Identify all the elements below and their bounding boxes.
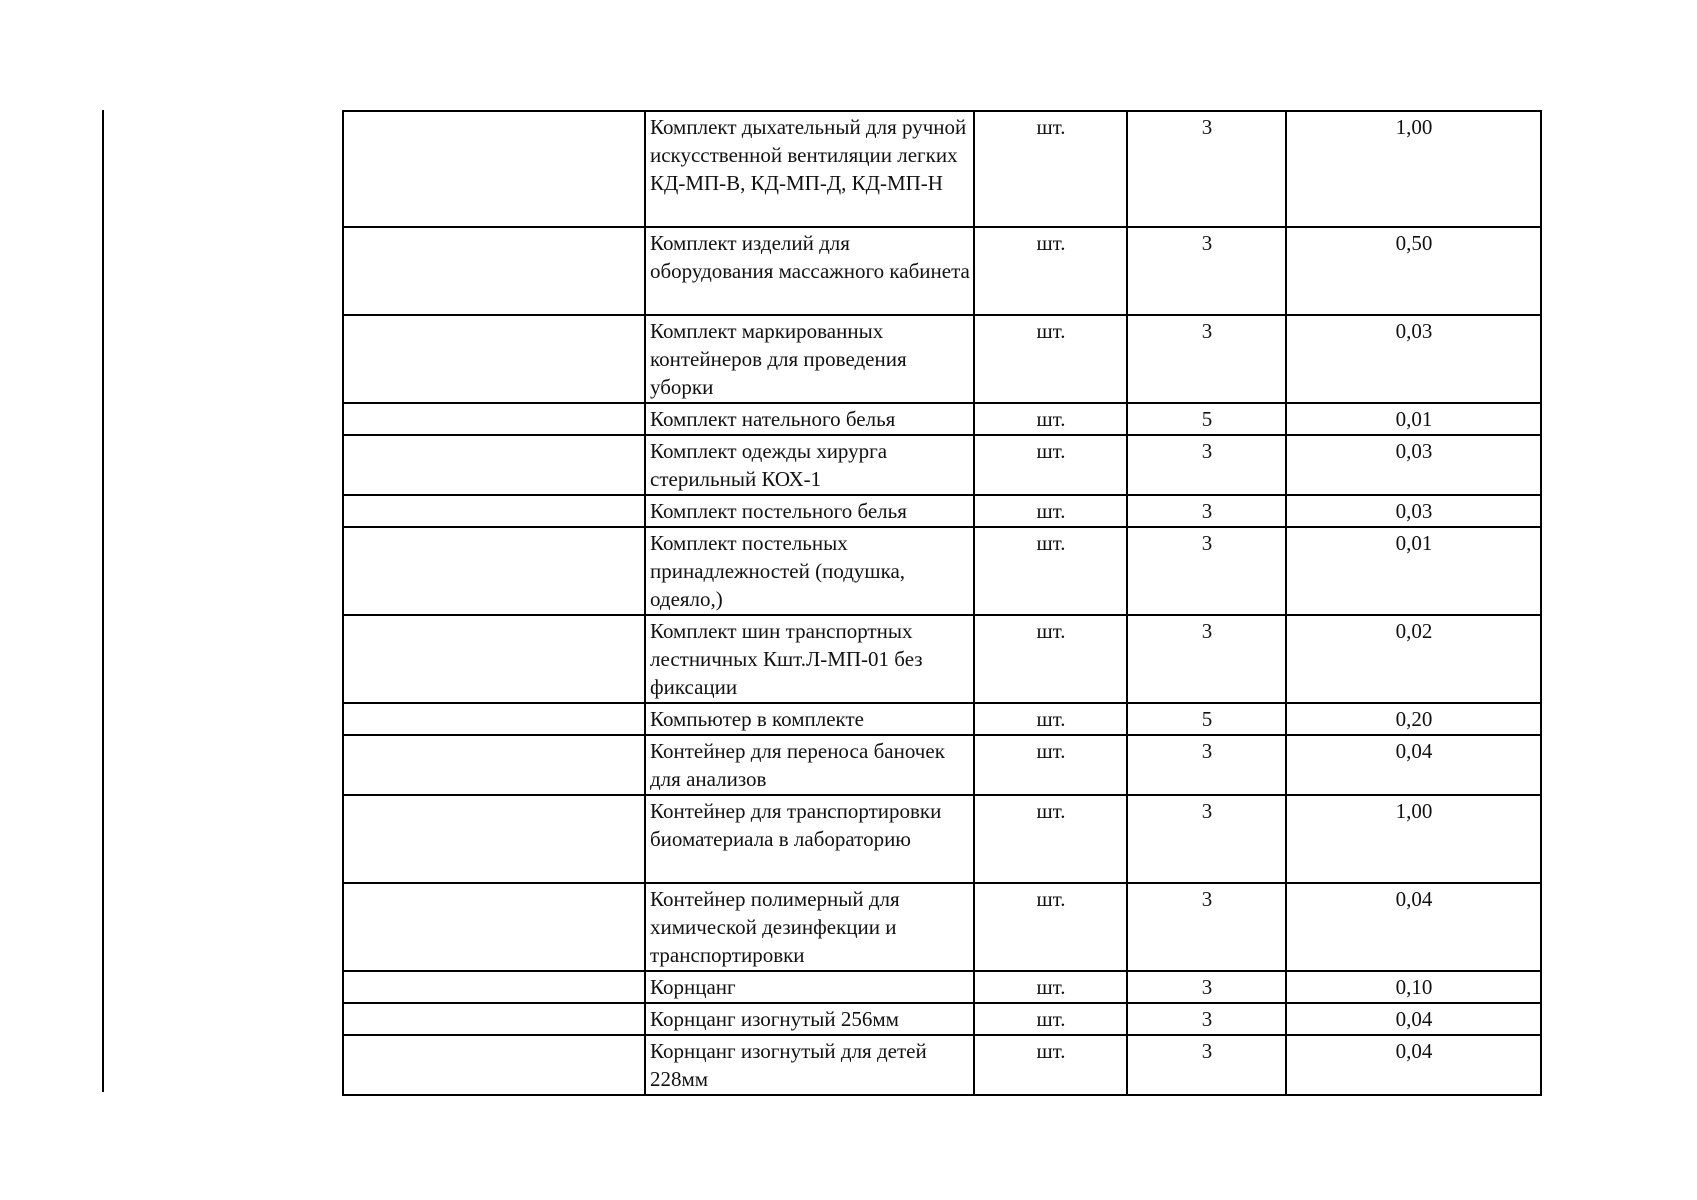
coefficient-cell: 0,01 <box>1286 403 1541 435</box>
coefficient-cell: 0,03 <box>1286 315 1541 403</box>
quantity-cell: 5 <box>1127 403 1286 435</box>
coefficient-cell: 0,04 <box>1286 1035 1541 1095</box>
coefficient-cell: 0,03 <box>1286 495 1541 527</box>
table-row <box>343 227 1541 315</box>
coefficient-cell: 0,10 <box>1286 971 1541 1003</box>
table-row <box>343 883 1541 971</box>
empty-cell <box>343 435 645 495</box>
item-name-cell: Комплект одежды хирурга стерильный КОХ-1 <box>645 435 974 495</box>
coefficient-cell: 0,50 <box>1286 227 1541 315</box>
quantity-cell: 3 <box>1127 315 1286 403</box>
quantity-cell: 3 <box>1127 435 1286 495</box>
empty-cell <box>343 403 645 435</box>
empty-cell <box>343 1035 645 1095</box>
item-name-cell: Корнцанг изогнутый для детей 228мм <box>645 1035 974 1095</box>
table-row <box>343 403 1541 435</box>
item-name-cell: Комплект постельных принадлежностей (подушка, одеяло,) <box>645 527 974 615</box>
table-row <box>343 111 1541 227</box>
table-row <box>343 1035 1541 1095</box>
empty-cell <box>343 227 645 315</box>
coefficient-cell: 0,20 <box>1286 703 1541 735</box>
quantity-cell: 3 <box>1127 1003 1286 1035</box>
unit-cell: шт. <box>974 883 1127 971</box>
item-name-cell: Корнцанг <box>645 971 974 1003</box>
item-name-cell: Комплект нательного белья <box>645 403 974 435</box>
quantity-cell: 3 <box>1127 1035 1286 1095</box>
unit-cell: шт. <box>974 435 1127 495</box>
table-row <box>343 971 1541 1003</box>
coefficient-cell: 0,04 <box>1286 735 1541 795</box>
quantity-cell: 3 <box>1127 883 1286 971</box>
item-name-cell: Контейнер для транспортировки биоматериала в лабораторию <box>645 795 974 883</box>
unit-cell: шт. <box>974 735 1127 795</box>
table-row <box>343 495 1541 527</box>
item-name-cell: Контейнер для переноса баночек для анализов <box>645 735 974 795</box>
empty-cell <box>343 495 645 527</box>
table-row <box>343 615 1541 703</box>
quantity-cell: 3 <box>1127 735 1286 795</box>
empty-cell <box>343 735 645 795</box>
empty-cell <box>343 883 645 971</box>
quantity-cell: 3 <box>1127 111 1286 227</box>
item-name-cell: Комплект шин транспортных лестничных Кшт.Л-МП-01 без фиксации <box>645 615 974 703</box>
unit-cell: шт. <box>974 227 1127 315</box>
coefficient-cell: 0,01 <box>1286 527 1541 615</box>
quantity-cell: 3 <box>1127 795 1286 883</box>
coefficient-cell: 0,03 <box>1286 435 1541 495</box>
empty-cell <box>343 527 645 615</box>
item-name-cell: Комплект маркированных контейнеров для проведения уборки <box>645 315 974 403</box>
unit-cell: шт. <box>974 615 1127 703</box>
table-row <box>343 1003 1541 1035</box>
empty-cell <box>343 615 645 703</box>
unit-cell: шт. <box>974 403 1127 435</box>
unit-cell: шт. <box>974 315 1127 403</box>
quantity-cell: 5 <box>1127 703 1286 735</box>
item-name-cell: Комплект постельного белья <box>645 495 974 527</box>
quantity-cell: 3 <box>1127 971 1286 1003</box>
quantity-cell: 3 <box>1127 495 1286 527</box>
coefficient-cell: 0,04 <box>1286 1003 1541 1035</box>
coefficient-cell: 1,00 <box>1286 795 1541 883</box>
empty-cell <box>343 971 645 1003</box>
coefficient-cell: 0,04 <box>1286 883 1541 971</box>
unit-cell: шт. <box>974 1035 1127 1095</box>
unit-cell: шт. <box>974 495 1127 527</box>
empty-cell <box>343 703 645 735</box>
coefficient-cell: 1,00 <box>1286 111 1541 227</box>
table-row <box>343 735 1541 795</box>
quantity-cell: 3 <box>1127 527 1286 615</box>
empty-cell <box>343 795 645 883</box>
left-margin-rule <box>102 110 104 1092</box>
table-row <box>343 435 1541 495</box>
table-row <box>343 703 1541 735</box>
coefficient-cell: 0,02 <box>1286 615 1541 703</box>
item-name-cell: Компьютер в комплекте <box>645 703 974 735</box>
item-name-cell: Контейнер полимерный для химической дезинфекции и транспортировки <box>645 883 974 971</box>
table-row <box>343 527 1541 615</box>
unit-cell: шт. <box>974 527 1127 615</box>
equipment-table-body <box>343 111 1541 1095</box>
table-row <box>343 315 1541 403</box>
equipment-table <box>342 110 1542 1096</box>
quantity-cell: 3 <box>1127 227 1286 315</box>
unit-cell: шт. <box>974 971 1127 1003</box>
empty-cell <box>343 1003 645 1035</box>
unit-cell: шт. <box>974 1003 1127 1035</box>
unit-cell: шт. <box>974 111 1127 227</box>
unit-cell: шт. <box>974 795 1127 883</box>
table-row <box>343 795 1541 883</box>
item-name-cell: Комплект изделий для оборудования массажного кабинета <box>645 227 974 315</box>
empty-cell <box>343 111 645 227</box>
item-name-cell: Корнцанг изогнутый 256мм <box>645 1003 974 1035</box>
item-name-cell: Комплект дыхательный для ручной искусственной вентиляции легких КД-МП-В, КД-МП-Д, КД-МП-Н <box>645 111 974 227</box>
empty-cell <box>343 315 645 403</box>
quantity-cell: 3 <box>1127 615 1286 703</box>
unit-cell: шт. <box>974 703 1127 735</box>
